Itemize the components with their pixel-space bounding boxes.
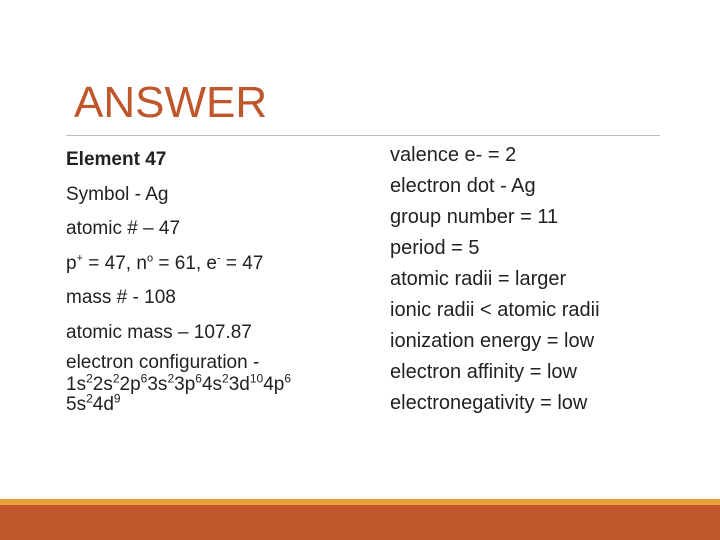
title-divider	[66, 135, 660, 136]
orbital-label: 4p	[263, 373, 285, 395]
particle-counts	[66, 247, 386, 282]
footer-bar	[0, 505, 720, 540]
orbital-label: 2p	[119, 373, 141, 395]
mass-number: mass # - 108	[66, 287, 176, 309]
orbital-electrons: 2	[222, 371, 229, 386]
orbital-label: 3d	[228, 373, 250, 395]
orbital-electrons: 2	[167, 371, 175, 386]
proton-value: = 47, n	[83, 252, 147, 274]
neutron-value: = 61, e	[153, 252, 217, 274]
property-line: ionic radii < atomic radii	[390, 299, 600, 321]
orbital-label: 3s	[147, 373, 168, 395]
orbital-electrons: 6	[284, 371, 292, 386]
orbital-electrons: 6	[195, 371, 202, 386]
proton-charge: +	[76, 252, 84, 265]
property-line: electronegativity = low	[390, 392, 588, 414]
electron-charge: -	[216, 252, 221, 265]
right-column	[390, 140, 690, 419]
property-line: valence e- = 2	[390, 144, 517, 166]
orbital-label: 1s	[66, 373, 87, 395]
atomic-mass: atomic mass – 107.87	[66, 321, 252, 343]
orbital-electrons: 2	[86, 371, 93, 386]
electron-config-line-2	[66, 391, 386, 415]
orbital-electrons: 2	[112, 371, 120, 386]
orbital-label: 2s	[92, 373, 113, 395]
property-line: electron affinity = low	[390, 361, 577, 383]
element-name: Element 47	[66, 149, 167, 170]
property-line: ionization energy = low	[390, 330, 595, 352]
proton-label: p	[66, 252, 77, 274]
orbital-label: 3p	[174, 373, 196, 395]
config-label: electron configuration -	[66, 351, 260, 373]
orbital-label: 5s	[66, 393, 87, 415]
orbital-label: 4s	[201, 373, 223, 395]
orbital-label: 4d	[92, 393, 114, 415]
property-line: period = 5	[390, 237, 480, 259]
orbital-electrons: 9	[113, 391, 121, 406]
electron-value: = 47	[220, 252, 264, 274]
property-line: atomic radii = larger	[390, 268, 567, 290]
neutron-charge: o	[146, 252, 154, 265]
orbital-electrons: 6	[140, 371, 148, 386]
slide-title: ANSWER	[74, 78, 268, 127]
property-line: electron dot - Ag	[390, 175, 536, 197]
element-symbol: Symbol - Ag	[66, 183, 169, 205]
property-line: group number = 11	[390, 206, 559, 228]
left-column	[66, 143, 386, 415]
atomic-number: atomic # – 47	[66, 218, 181, 240]
orbital-electrons: 10	[249, 371, 264, 386]
orbital-electrons: 2	[86, 391, 93, 406]
